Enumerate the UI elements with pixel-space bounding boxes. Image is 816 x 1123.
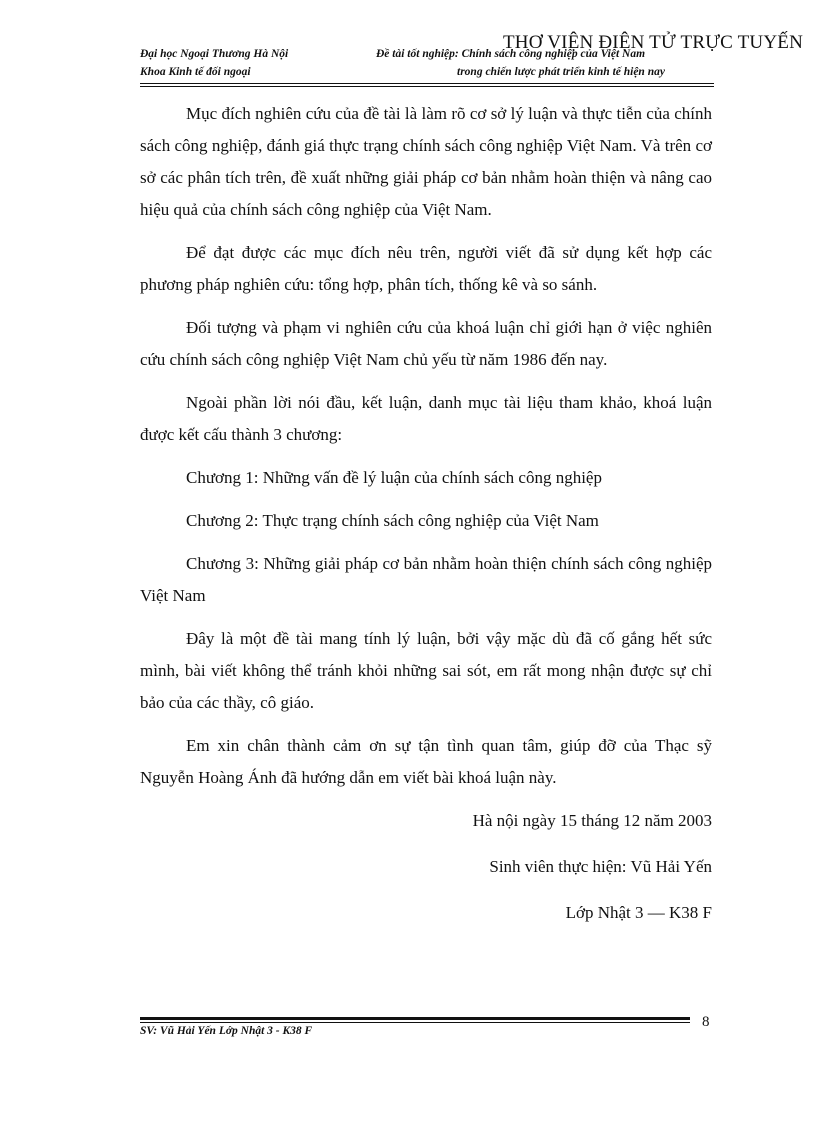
signature-author: Sinh viên thực hiện: Vũ Hải Yến [489,857,712,876]
signature-class: Lớp Nhật 3 — K38 F [565,903,712,922]
header-rule-top [140,83,714,84]
footer-author: SV: Vũ Hải Yến Lớp Nhật 3 - K38 F [140,1025,313,1037]
signature-date: Hà nội ngày 15 tháng 12 năm 2003 [472,811,712,830]
paragraph-chapter-1: Chương 1: Những vấn đề lý luận của chính sách công nghiệp [186,468,602,487]
paragraph-structure: Ngoài phần lời nói đầu, kết luận, danh mục tài liệu tham khảo, khoá luận được kết cấu thành 3 chương: [140,393,712,444]
paragraph-scope: Đối tượng và phạm vi nghiên cứu của khoá luận chỉ giới hạn ở việc nghiên cứu chính sách công nghiệp Việt Nam chủ yếu từ năm 1986 đến nay. [140,318,712,369]
footer-rule-thick [140,1017,690,1020]
header-thesis-title: Đề tài tốt nghiệp: Chính sách công nghiệp của Việt Nam [376,48,646,60]
document-body [140,98,712,943]
paragraph-purpose: Mục đích nghiên cứu của đề tài là làm rõ cơ sở lý luận và thực tiễn của chính sách công nghiệp, đánh giá thực trạng chính sách công nghiệp Việt Nam. Và trên cơ sở các phân tích trên, đề xuất những giải pháp cơ bản nhằm hoàn thiện và nâng cao hiệu quả của chính sách công nghiệp của Việt Nam. [140,104,712,219]
header-university: Đại học Ngoại Thương Hà Nội [140,48,289,60]
paragraph-thanks: Em xin chân thành cảm ơn sự tận tình quan tâm, giúp đỡ của Thạc sỹ Nguyễn Hoàng Ánh đã hướng dẫn em viết bài khoá luận này. [140,736,712,787]
page-number: 8 [702,1014,710,1030]
header-rule-bottom [140,86,714,87]
header-thesis-subtitle: trong chiến lược phát triển kinh tế hiện nay [457,66,665,78]
watermark-text: THƠ VIỆN ĐIỆN TỬ TRỰC TUYẾN [503,32,803,53]
footer-rule-thin [140,1022,690,1023]
paragraph-chapter-3: Chương 3: Những giải pháp cơ bản nhằm hoàn thiện chính sách công nghiệp Việt Nam [140,554,712,605]
paragraph-methods: Để đạt được các mục đích nêu trên, người viết đã sử dụng kết hợp các phương pháp nghiên cứu: tổng hợp, phân tích, thống kê và so sánh. [140,243,712,294]
paragraph-chapter-2: Chương 2: Thực trạng chính sách công nghiệp của Việt Nam [186,511,599,530]
header-faculty: Khoa Kinh tế đối ngoại [140,66,251,78]
paragraph-nature: Đây là một đề tài mang tính lý luận, bởi vậy mặc dù đã cố gắng hết sức mình, bài viết không thể tránh khỏi những sai sót, em rất mong nhận được sự chỉ bảo của các thầy, cô giáo. [140,629,712,712]
